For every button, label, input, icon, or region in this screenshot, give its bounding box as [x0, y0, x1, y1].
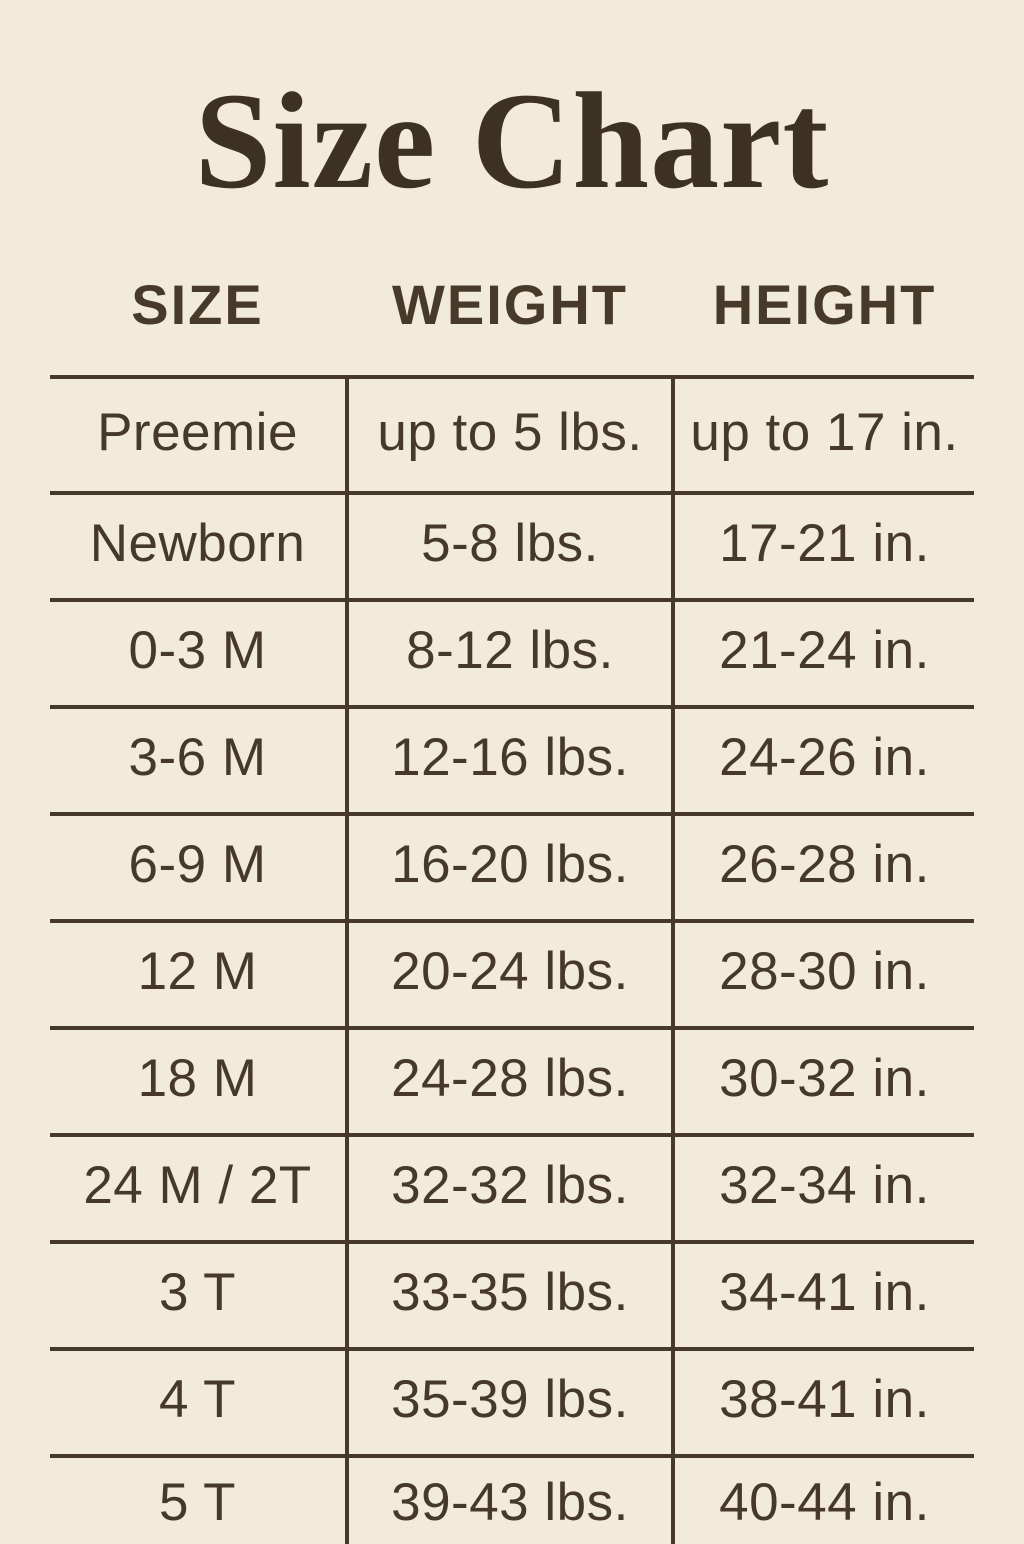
table-row — [50, 1347, 974, 1454]
weight-cell: 24-28 lbs. — [345, 1030, 675, 1133]
size-cell: Newborn — [89, 514, 306, 573]
weight-cell: 32-32 lbs. — [345, 1137, 675, 1240]
weight-cell: 39-43 lbs. — [345, 1458, 675, 1544]
weight-cell: 5-8 lbs. — [345, 495, 675, 598]
size-table-body — [50, 375, 974, 1544]
height-cell: 30-32 in. — [719, 1049, 930, 1108]
size-cell: 5 T — [158, 1473, 237, 1532]
size-cell: 3-6 M — [128, 728, 267, 787]
size-cell: 6-9 M — [128, 835, 267, 894]
size-cell: 18 M — [137, 1049, 258, 1108]
size-cell: 0-3 M — [128, 621, 267, 680]
height-cell: 17-21 in. — [719, 514, 930, 573]
weight-cell: 8-12 lbs. — [345, 602, 675, 705]
weight-cell: up to 5 lbs. — [345, 379, 675, 491]
table-header-row — [50, 272, 974, 337]
table-row — [50, 1026, 974, 1133]
table-row — [50, 705, 974, 812]
size-cell: 24 M / 2T — [83, 1156, 312, 1215]
column-header-size: SIZE — [131, 273, 264, 336]
column-header-height: HEIGHT — [712, 273, 937, 336]
weight-cell: 33-35 lbs. — [345, 1244, 675, 1347]
size-cell: 12 M — [137, 942, 258, 1001]
size-table — [50, 272, 974, 1544]
height-cell: 40-44 in. — [719, 1473, 930, 1532]
height-cell: 28-30 in. — [719, 942, 930, 1001]
weight-cell: 20-24 lbs. — [345, 923, 675, 1026]
height-cell: 38-41 in. — [719, 1370, 930, 1429]
height-cell: 24-26 in. — [719, 728, 930, 787]
height-cell: 32-34 in. — [719, 1156, 930, 1215]
weight-cell: 12-16 lbs. — [345, 709, 675, 812]
table-row — [50, 1240, 974, 1347]
height-cell: 26-28 in. — [719, 835, 930, 894]
size-cell: 3 T — [158, 1263, 237, 1322]
page-title: Size Chart — [194, 64, 830, 217]
size-cell: Preemie — [97, 402, 298, 462]
table-row — [50, 598, 974, 705]
table-row — [50, 919, 974, 1026]
table-row — [50, 375, 974, 491]
height-cell: 34-41 in. — [719, 1263, 930, 1322]
weight-cell: 16-20 lbs. — [345, 816, 675, 919]
height-cell: up to 17 in. — [690, 402, 959, 462]
table-row — [50, 1133, 974, 1240]
column-header-weight: WEIGHT — [392, 273, 628, 336]
table-row — [50, 812, 974, 919]
table-row — [50, 1454, 974, 1544]
table-row — [50, 491, 974, 598]
height-cell: 21-24 in. — [719, 621, 930, 680]
weight-cell: 35-39 lbs. — [345, 1351, 675, 1454]
size-cell: 4 T — [158, 1370, 237, 1429]
